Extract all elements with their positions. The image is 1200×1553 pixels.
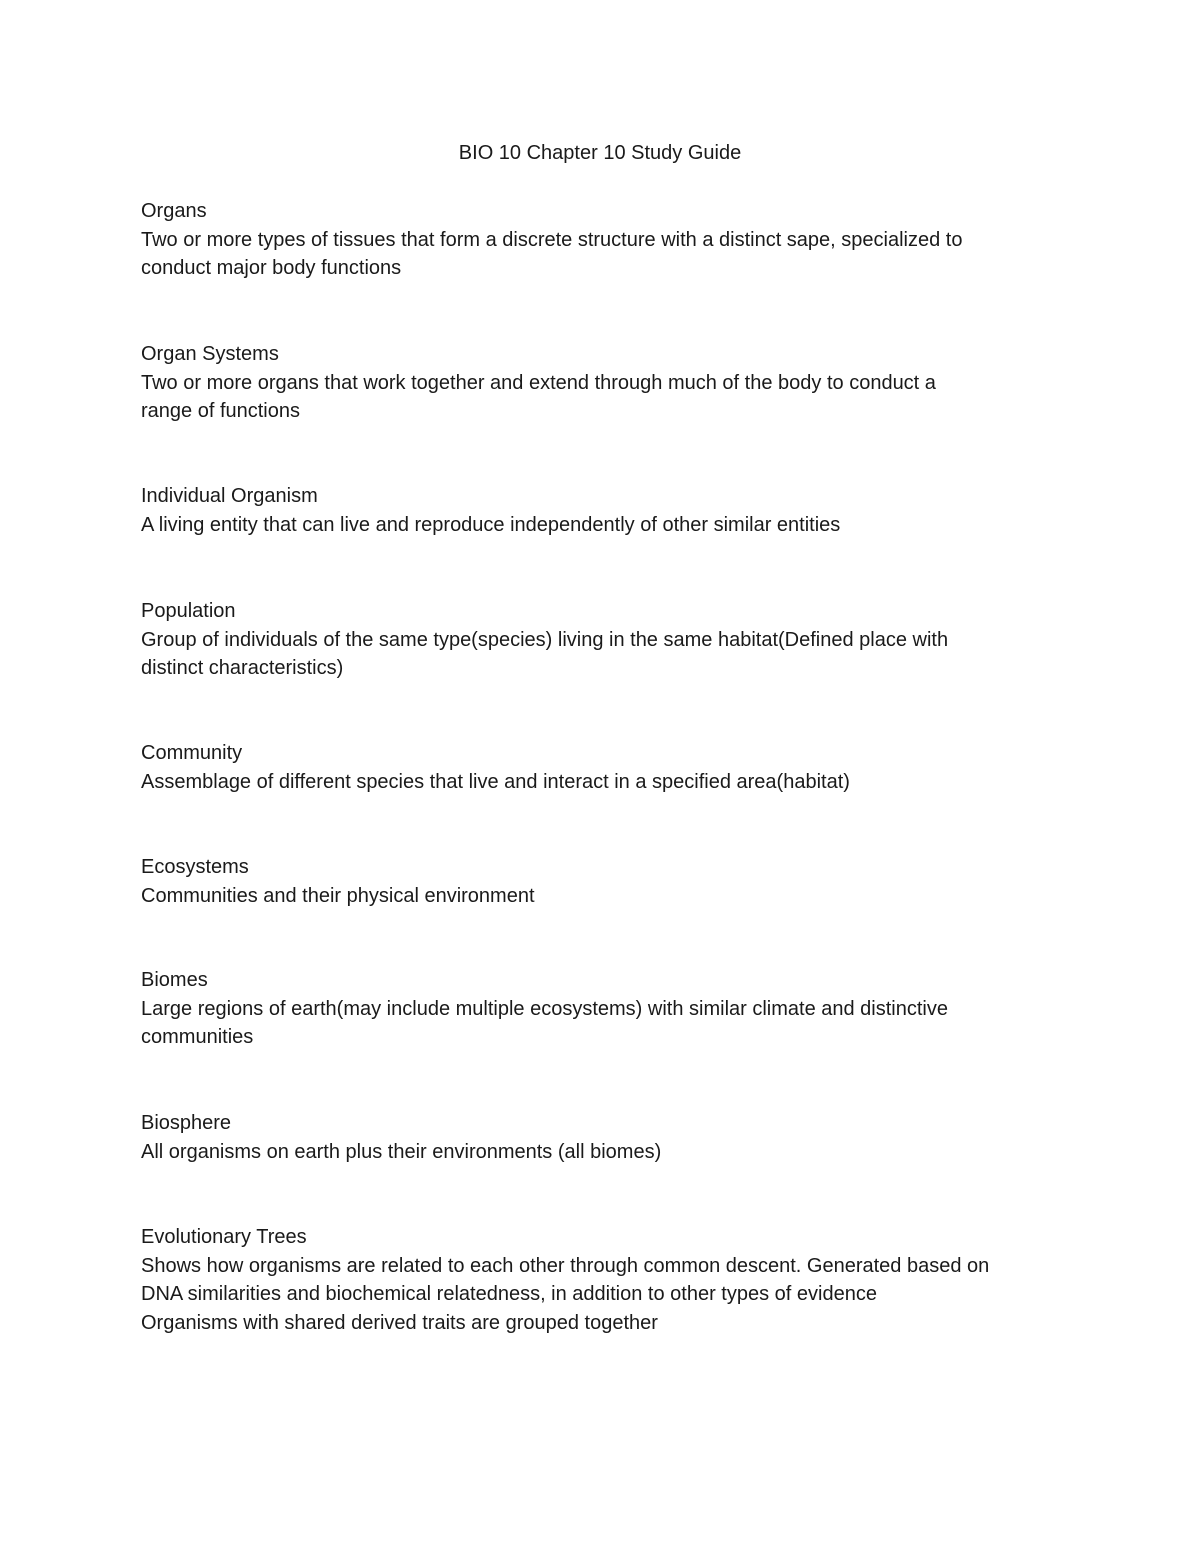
- entry-community: [141, 739, 1071, 796]
- entry-definition: Shows how organisms are related to each other through common descent. Generated based on DNA similarities and biochemical relatedness, in addition to other types of evidence Organisms with shared derived traits are grouped together: [141, 1254, 990, 1334]
- entry-definition: All organisms on earth plus their environments (all biomes): [141, 1140, 662, 1163]
- entry-term: Ecosystems: [141, 856, 249, 878]
- entry-term: Evolutionary Trees: [141, 1226, 307, 1248]
- entry-term: Community: [141, 742, 243, 764]
- entry-term: Organ Systems: [141, 343, 279, 365]
- entry-biosphere: [141, 1109, 1071, 1166]
- entry-definition: Two or more organs that work together and extend through much of the body to conduct a range of functions: [141, 371, 936, 423]
- entry-term: Individual Organism: [141, 485, 318, 507]
- entry-term: Biosphere: [141, 1112, 232, 1134]
- entry-definition: Two or more types of tissues that form a discrete structure with a distinct sape, specialized to conduct major body functions: [141, 228, 963, 280]
- document-title: BIO 10 Chapter 10 Study Guide: [458, 142, 742, 164]
- entry-population: [141, 597, 1071, 683]
- entry-organs: [141, 197, 1071, 283]
- entry-ecosystems: [141, 853, 1071, 910]
- entry-term: Organs: [141, 200, 207, 222]
- entry-definition: Large regions of earth(may include multiple ecosystems) with similar climate and distinctive communities: [141, 997, 948, 1049]
- entry-evolutionary-trees: [141, 1223, 1071, 1337]
- entry-biomes: [141, 966, 1071, 1052]
- entry-term: Population: [141, 600, 236, 622]
- entry-definition: A living entity that can live and reproduce independently of other similar entities: [141, 513, 841, 536]
- entry-organ-systems: [141, 340, 1071, 426]
- entry-term: Biomes: [141, 969, 208, 991]
- entry-individual-organism: [141, 482, 1071, 539]
- entry-definition: Communities and their physical environment: [141, 884, 535, 907]
- entry-definition: Assemblage of different species that live and interact in a specified area(habitat): [141, 770, 850, 793]
- entry-definition: Group of individuals of the same type(species) living in the same habitat(Defined place with distinct characteristics): [141, 628, 949, 680]
